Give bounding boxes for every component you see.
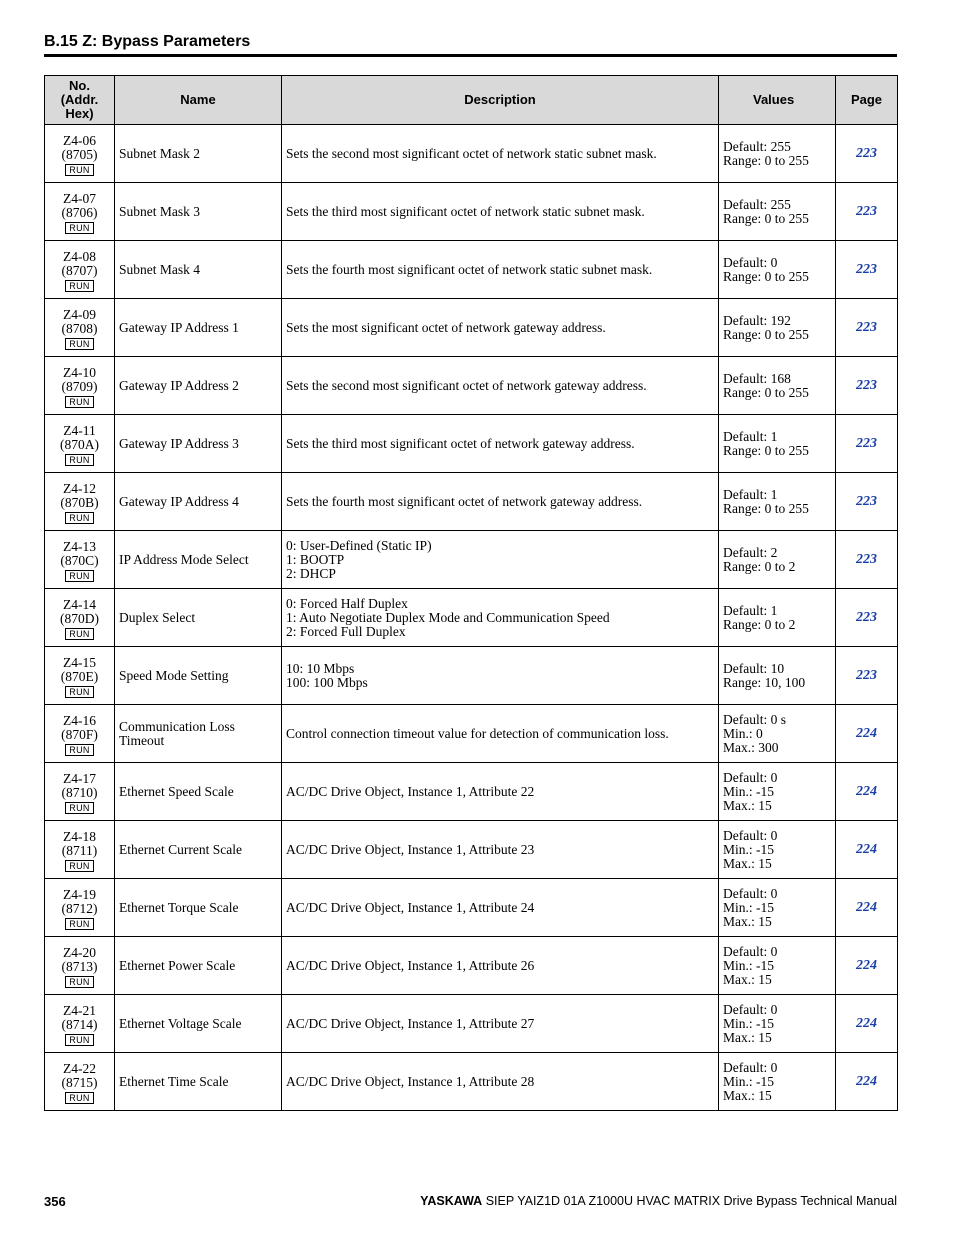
parameter-number: Z4-19 — [63, 887, 96, 902]
parameter-number: Z4-14 — [63, 597, 96, 612]
value-line: Min.: -15 — [723, 957, 775, 973]
description-line: Sets the second most significant octet of network static subnet mask. — [286, 145, 657, 161]
table-row — [45, 357, 898, 415]
value-line: Default: 0 — [723, 1001, 778, 1017]
parameter-address: (870E) — [60, 669, 99, 684]
value-line: Min.: -15 — [723, 1015, 775, 1031]
parameter-number-cell — [45, 937, 115, 995]
table-row — [45, 299, 898, 357]
footer-manual-title — [420, 1194, 897, 1208]
description-line: AC/DC Drive Object, Instance 1, Attribute 27 — [286, 1015, 535, 1031]
value-line: Default: 1 — [723, 602, 778, 618]
table-row — [45, 589, 898, 647]
parameter-number: Z4-12 — [63, 481, 96, 496]
parameter-values — [719, 763, 836, 821]
run-badge: RUN — [65, 222, 93, 234]
parameter-address: (870A) — [60, 437, 99, 452]
run-badge: RUN — [65, 280, 93, 292]
parameter-name: Gateway IP Address 4 — [115, 473, 282, 531]
parameter-number-cell — [45, 647, 115, 705]
value-line: Default: 0 — [723, 769, 778, 785]
table-row — [45, 1053, 898, 1111]
footer-manual-text: SIEP YAIZ1D 01A Z1000U HVAC MATRIX Drive Bypass Technical Manual — [485, 1194, 897, 1208]
description-line: Sets the fourth most significant octet of network gateway address. — [286, 493, 643, 509]
parameter-values — [719, 357, 836, 415]
parameter-number-group — [49, 479, 110, 524]
table-row — [45, 241, 898, 299]
parameter-number-group — [49, 885, 110, 930]
value-line: Max.: 15 — [723, 1029, 772, 1045]
table-row — [45, 183, 898, 241]
page-reference-cell — [836, 299, 898, 357]
page-reference-cell — [836, 1053, 898, 1111]
page-reference-cell — [836, 763, 898, 821]
parameter-name: Ethernet Current Scale — [115, 821, 282, 879]
parameter-number-group — [49, 595, 110, 640]
parameter-values — [719, 589, 836, 647]
parameter-address: (8706) — [61, 205, 98, 220]
parameter-description — [282, 299, 719, 357]
parameter-table — [44, 75, 898, 1111]
parameter-name: Speed Mode Setting — [115, 647, 282, 705]
parameter-description — [282, 705, 719, 763]
parameter-description — [282, 589, 719, 647]
parameter-number-group — [49, 711, 110, 756]
description-line: 2: DHCP — [286, 565, 336, 581]
parameter-number: Z4-08 — [63, 249, 96, 264]
parameter-number-cell — [45, 995, 115, 1053]
value-line: Default: 0 — [723, 943, 778, 959]
parameter-number-cell — [45, 531, 115, 589]
run-badge: RUN — [65, 396, 93, 408]
parameter-number: Z4-11 — [63, 423, 96, 438]
parameter-number-group — [49, 1059, 110, 1104]
parameter-values — [719, 299, 836, 357]
parameter-description — [282, 125, 719, 183]
description-line: AC/DC Drive Object, Instance 1, Attribute 22 — [286, 783, 535, 799]
value-line: Min.: -15 — [723, 1073, 775, 1089]
value-line: Min.: -15 — [723, 783, 775, 799]
table-row — [45, 937, 898, 995]
parameter-values — [719, 531, 836, 589]
parameter-number-cell — [45, 1053, 115, 1111]
parameter-name: Ethernet Time Scale — [115, 1053, 282, 1111]
parameter-number: Z4-17 — [63, 771, 96, 786]
table-row — [45, 647, 898, 705]
value-line: Default: 255 — [723, 138, 791, 154]
value-line: Min.: -15 — [723, 899, 775, 915]
parameter-name: Gateway IP Address 3 — [115, 415, 282, 473]
parameter-number: Z4-16 — [63, 713, 96, 728]
value-line: Default: 1 — [723, 428, 778, 444]
parameter-number-group — [49, 131, 110, 176]
description-line: Sets the most significant octet of network gateway address. — [286, 319, 606, 335]
parameter-description — [282, 241, 719, 299]
parameter-values — [719, 821, 836, 879]
table-row — [45, 415, 898, 473]
parameter-description — [282, 1053, 719, 1111]
parameter-address: (8705) — [61, 147, 98, 162]
value-line: Default: 0 — [723, 885, 778, 901]
parameter-number-cell — [45, 125, 115, 183]
value-line: Range: 0 to 2 — [723, 616, 796, 632]
table-row — [45, 705, 898, 763]
parameter-name: Ethernet Torque Scale — [115, 879, 282, 937]
description-line: Sets the second most significant octet of network gateway address. — [286, 377, 647, 393]
section-title: B.15 Z: Bypass Parameters — [44, 33, 251, 50]
parameter-number: Z4-09 — [63, 307, 96, 322]
parameter-name: Gateway IP Address 1 — [115, 299, 282, 357]
parameter-description — [282, 995, 719, 1053]
run-badge: RUN — [65, 512, 93, 524]
run-badge: RUN — [65, 570, 93, 582]
parameter-number-cell — [45, 183, 115, 241]
page-reference-link[interactable]: 223 — [856, 668, 877, 683]
column-header-values: Values — [719, 76, 836, 125]
footer-brand: YASKAWA — [420, 1194, 483, 1208]
parameter-name: Gateway IP Address 2 — [115, 357, 282, 415]
page-reference-cell — [836, 357, 898, 415]
parameter-values — [719, 241, 836, 299]
parameter-number: Z4-07 — [63, 191, 96, 206]
parameter-values — [719, 1053, 836, 1111]
description-line: 0: User-Defined (Static IP) — [286, 537, 432, 553]
table-row — [45, 995, 898, 1053]
run-badge: RUN — [65, 338, 93, 350]
parameter-name: Subnet Mask 3 — [115, 183, 282, 241]
parameter-address: (870D) — [60, 611, 99, 626]
parameter-address: (8715) — [61, 1075, 98, 1090]
page-reference-cell — [836, 473, 898, 531]
run-badge: RUN — [65, 860, 93, 872]
page-reference-cell — [836, 415, 898, 473]
parameter-number: Z4-06 — [63, 133, 96, 148]
parameter-name: Ethernet Power Scale — [115, 937, 282, 995]
parameter-number-group — [49, 827, 110, 872]
value-line: Max.: 15 — [723, 1087, 772, 1103]
value-line: Default: 10 — [723, 660, 785, 676]
description-line: Sets the third most significant octet of network gateway address. — [286, 435, 635, 451]
description-line: AC/DC Drive Object, Instance 1, Attribute 24 — [286, 899, 535, 915]
value-line: Max.: 15 — [723, 855, 772, 871]
column-header-name: Name — [115, 76, 282, 125]
parameter-values — [719, 879, 836, 937]
parameter-number-group — [49, 421, 110, 466]
parameter-number: Z4-10 — [63, 365, 96, 380]
value-line: Range: 0 to 2 — [723, 558, 796, 574]
parameter-number-group — [49, 1001, 110, 1046]
value-line: Default: 192 — [723, 312, 791, 328]
description-line: 1: Auto Negotiate Duplex Mode and Communication Speed — [286, 609, 610, 625]
parameter-number-group — [49, 943, 110, 988]
value-line: Max.: 300 — [723, 739, 779, 755]
value-line: Min.: 0 — [723, 725, 763, 741]
page-reference-link[interactable]: 223 — [856, 204, 877, 219]
description-line: AC/DC Drive Object, Instance 1, Attribute 26 — [286, 957, 535, 973]
parameter-address: (870B) — [60, 495, 99, 510]
parameter-name: Ethernet Speed Scale — [115, 763, 282, 821]
parameter-address: (8711) — [61, 843, 98, 858]
parameter-address: (8707) — [61, 263, 98, 278]
value-line: Default: 0 — [723, 254, 778, 270]
parameter-number: Z4-21 — [63, 1003, 96, 1018]
value-line: Default: 0 — [723, 1059, 778, 1075]
parameter-description — [282, 531, 719, 589]
parameter-values — [719, 705, 836, 763]
run-badge: RUN — [65, 1034, 93, 1046]
parameter-values — [719, 415, 836, 473]
page-reference-cell — [836, 821, 898, 879]
parameter-description — [282, 357, 719, 415]
description-line: 2: Forced Full Duplex — [286, 623, 406, 639]
run-badge: RUN — [65, 628, 93, 640]
table-row — [45, 125, 898, 183]
parameter-name: Ethernet Voltage Scale — [115, 995, 282, 1053]
value-line: Range: 0 to 255 — [723, 326, 809, 342]
parameter-description — [282, 821, 719, 879]
parameter-description — [282, 183, 719, 241]
run-badge: RUN — [65, 1092, 93, 1104]
page-reference-cell — [836, 995, 898, 1053]
parameter-values — [719, 937, 836, 995]
page-reference-cell — [836, 879, 898, 937]
value-line: Range: 0 to 255 — [723, 268, 809, 284]
description-line: AC/DC Drive Object, Instance 1, Attribute 28 — [286, 1073, 535, 1089]
parameter-address: (8710) — [61, 785, 98, 800]
parameter-number-group — [49, 537, 110, 582]
description-line: Sets the third most significant octet of network static subnet mask. — [286, 203, 645, 219]
parameter-address: (8709) — [61, 379, 98, 394]
parameter-address: (8713) — [61, 959, 98, 974]
value-line: Range: 0 to 255 — [723, 384, 809, 400]
page-reference-link[interactable]: 223 — [856, 436, 877, 451]
page-reference-link[interactable]: 224 — [856, 842, 877, 857]
parameter-address: (870F) — [61, 727, 98, 742]
value-line: Range: 0 to 255 — [723, 210, 809, 226]
description-line: 10: 10 Mbps — [286, 660, 355, 676]
description-line: AC/DC Drive Object, Instance 1, Attribute 23 — [286, 841, 535, 857]
run-badge: RUN — [65, 164, 93, 176]
table-row — [45, 879, 898, 937]
value-line: Max.: 15 — [723, 913, 772, 929]
value-line: Default: 255 — [723, 196, 791, 212]
column-header-no: No. (Addr. Hex) — [45, 76, 115, 125]
page-reference-link[interactable]: 224 — [856, 1016, 877, 1031]
page-reference-cell — [836, 531, 898, 589]
parameter-name: Subnet Mask 2 — [115, 125, 282, 183]
column-header-page: Page — [836, 76, 898, 125]
title-rule — [44, 54, 897, 57]
page-reference-link[interactable]: 223 — [856, 494, 877, 509]
run-badge: RUN — [65, 976, 93, 988]
parameter-name: Subnet Mask 4 — [115, 241, 282, 299]
page-reference-link[interactable]: 223 — [856, 610, 877, 625]
run-badge: RUN — [65, 802, 93, 814]
page-reference-cell — [836, 589, 898, 647]
parameter-values — [719, 125, 836, 183]
page-reference-link[interactable]: 224 — [856, 784, 877, 799]
page-reference-link[interactable]: 223 — [856, 146, 877, 161]
parameter-address: (8714) — [61, 1017, 98, 1032]
parameter-address: (8708) — [61, 321, 98, 336]
parameter-description — [282, 879, 719, 937]
parameter-description — [282, 647, 719, 705]
description-line: Sets the fourth most significant octet of network static subnet mask. — [286, 261, 653, 277]
page-reference-link[interactable]: 223 — [856, 552, 877, 567]
run-badge: RUN — [65, 918, 93, 930]
column-header-description: Description — [282, 76, 719, 125]
parameter-number: Z4-15 — [63, 655, 96, 670]
table-row — [45, 531, 898, 589]
value-line: Range: 10, 100 — [723, 674, 806, 690]
parameter-values — [719, 183, 836, 241]
parameter-number-group — [49, 653, 110, 698]
parameter-number-cell — [45, 299, 115, 357]
parameter-address: (870C) — [60, 553, 99, 568]
parameter-number-cell — [45, 879, 115, 937]
parameter-name: Communication Loss Timeout — [115, 705, 282, 763]
description-line: Control connection timeout value for detection of communication loss. — [286, 725, 669, 741]
page-reference-link[interactable]: 223 — [856, 378, 877, 393]
value-line: Default: 0 — [723, 827, 778, 843]
parameter-address: (8712) — [61, 901, 98, 916]
parameter-number: Z4-18 — [63, 829, 96, 844]
parameter-number-cell — [45, 589, 115, 647]
parameter-values — [719, 473, 836, 531]
parameter-number-cell — [45, 705, 115, 763]
description-line: 100: 100 Mbps — [286, 674, 368, 690]
parameter-number-cell — [45, 763, 115, 821]
parameter-number-cell — [45, 821, 115, 879]
page-reference-link[interactable]: 224 — [856, 958, 877, 973]
value-line: Min.: -15 — [723, 841, 775, 857]
parameter-description — [282, 415, 719, 473]
parameter-values — [719, 995, 836, 1053]
run-badge: RUN — [65, 744, 93, 756]
parameter-description — [282, 763, 719, 821]
parameter-number-group — [49, 363, 110, 408]
value-line: Default: 1 — [723, 486, 778, 502]
run-badge: RUN — [65, 454, 93, 466]
parameter-number-group — [49, 305, 110, 350]
description-line: 0: Forced Half Duplex — [286, 595, 408, 611]
page-reference-cell — [836, 183, 898, 241]
value-line: Max.: 15 — [723, 971, 772, 987]
page-reference-link[interactable]: 223 — [856, 320, 877, 335]
value-line: Default: 2 — [723, 544, 778, 560]
page-reference-link[interactable]: 223 — [856, 262, 877, 277]
run-badge: RUN — [65, 686, 93, 698]
value-line: Default: 168 — [723, 370, 791, 386]
table-row — [45, 821, 898, 879]
parameter-number-group — [49, 247, 110, 292]
value-line: Range: 0 to 255 — [723, 152, 809, 168]
parameter-number: Z4-13 — [63, 539, 96, 554]
value-line: Range: 0 to 255 — [723, 442, 809, 458]
parameter-number-group — [49, 189, 110, 234]
description-line: 1: BOOTP — [286, 551, 345, 567]
value-line: Default: 0 s — [723, 711, 786, 727]
footer-page-number: 356 — [44, 1194, 66, 1209]
page-reference-cell — [836, 937, 898, 995]
parameter-number: Z4-22 — [63, 1061, 96, 1076]
parameter-values — [719, 647, 836, 705]
page-reference-link[interactable]: 224 — [856, 1074, 877, 1089]
parameter-number-cell — [45, 357, 115, 415]
page-reference-cell — [836, 241, 898, 299]
page-reference-cell — [836, 125, 898, 183]
table-row — [45, 473, 898, 531]
page-reference-link[interactable]: 224 — [856, 900, 877, 915]
value-line: Max.: 15 — [723, 797, 772, 813]
parameter-name: IP Address Mode Select — [115, 531, 282, 589]
value-line: Range: 0 to 255 — [723, 500, 809, 516]
parameter-name: Duplex Select — [115, 589, 282, 647]
parameter-description — [282, 937, 719, 995]
table-row — [45, 763, 898, 821]
parameter-description — [282, 473, 719, 531]
parameter-number: Z4-20 — [63, 945, 96, 960]
page-reference-link[interactable]: 224 — [856, 726, 877, 741]
page-reference-cell — [836, 647, 898, 705]
parameter-number-cell — [45, 473, 115, 531]
parameter-number-group — [49, 769, 110, 814]
table-header-row — [45, 76, 898, 125]
parameter-number-cell — [45, 241, 115, 299]
parameter-number-cell — [45, 415, 115, 473]
page-reference-cell — [836, 705, 898, 763]
